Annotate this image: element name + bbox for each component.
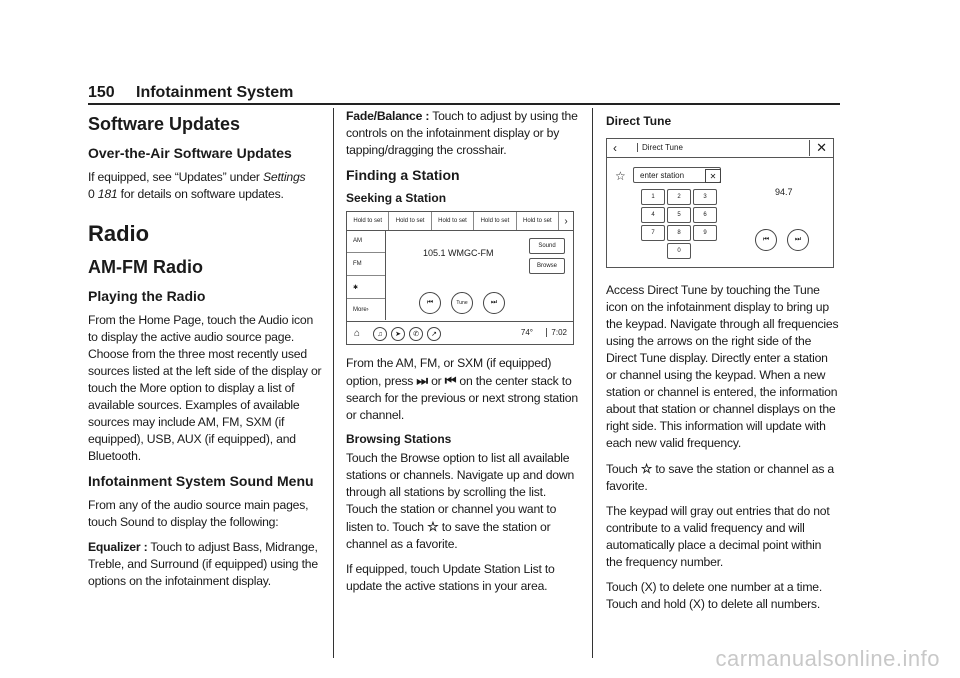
temperature: 74° (520, 328, 533, 337)
keypad-key[interactable]: 1 (641, 189, 665, 205)
heading-browsing-stations: Browsing Stations (346, 432, 452, 446)
ota-paragraph: If equipped, see “Updates” under Settings 0 181 for details on software updates. (88, 170, 306, 201)
watermark: carmanualsonline.info (715, 646, 940, 671)
heading-finding-station: Finding a Station (346, 167, 460, 183)
heading-seeking-station: Seeking a Station (346, 191, 447, 205)
source-list (347, 230, 386, 320)
direct-tune-titlebar (607, 139, 833, 158)
column-divider (333, 108, 334, 658)
seek-forward-icon[interactable]: ⏭ (787, 229, 809, 251)
column-1 (88, 108, 322, 598)
heading-am-fm-radio: AM-FM Radio (88, 257, 203, 277)
access-paragraph: Access Direct Tune by touching the Tune icon on the infotainment display to bring up the keypad. Navigate through all frequencies using the arrows on the right side of the Direct Tune display. Directly enter a station or channel using the keypad. When a new station or channel is entered, the information about that station or channel displays on the right side. This information will update with each new valid frequency. (606, 283, 839, 450)
seek-paragraph: From the AM, FM, or SXM (if equipped) option, press ⏭ or ⏮ on the center stack to search for the previous or next strong station or channel. (346, 356, 578, 422)
delete-paragraph: Touch (X) to delete one number at a time. Touch and hold (X) to delete all numbers. (606, 580, 823, 611)
playing-paragraph: From the Home Page, touch the Audio icon to display the active audio source page. Choose from the three most recently used sources listed at the left side of the display or touch the More option to display a list of available sources. Examples of available sources may include AM, FM, SXM (if equipped), USB, AUX (if equipped), and Bluetooth. (88, 313, 322, 463)
clock: 7:02 (546, 328, 567, 337)
heading-radio: Radio (88, 221, 150, 246)
column-divider (592, 108, 593, 658)
heading-direct-tune: Direct Tune (606, 114, 672, 128)
navigation-icon[interactable]: ➤ (391, 327, 405, 341)
keypad-key[interactable]: 6 (693, 207, 717, 223)
heading-ota: Over-the-Air Software Updates (88, 145, 292, 161)
audio-icon[interactable]: ♫ (373, 327, 387, 341)
seek-forward-icon[interactable]: ⏭ (483, 292, 505, 314)
preset-button[interactable]: Hold to set (432, 212, 474, 230)
seek-back-icon[interactable]: ⏮ (419, 292, 441, 314)
status-bar (347, 321, 573, 344)
tune-button[interactable]: Tune (451, 292, 473, 314)
update-paragraph: If equipped, touch Update Station List to update the active stations in your area. (346, 562, 555, 593)
station-entry-field[interactable]: enter station (633, 167, 721, 183)
direct-tune-figure (606, 138, 834, 268)
keypad-key[interactable]: 3 (693, 189, 717, 205)
station-name: 105.1 WMGC-FM (423, 248, 494, 258)
preset-button[interactable]: Hold to set (517, 212, 559, 230)
keypad-key[interactable]: 4 (641, 207, 665, 223)
radio-screen-figure (346, 211, 574, 345)
source-am[interactable]: AM (347, 230, 385, 253)
page-ref-link[interactable]: 181 (97, 187, 118, 201)
heading-software-updates: Software Updates (88, 114, 241, 134)
page-ref-icon: 0 (88, 187, 95, 201)
page-number: 150 (88, 84, 115, 101)
frequency-display: 94.7 (775, 187, 793, 197)
preset-button[interactable]: Hold to set (474, 212, 516, 230)
keypad-key[interactable]: 7 (641, 225, 665, 241)
delete-icon[interactable]: ✕ (705, 169, 721, 183)
preset-button[interactable]: Hold to set (347, 212, 389, 230)
keypad-paragraph: The keypad will gray out entries that do not contribute to a valid frequency and will automatically place a decimal point within the frequency number. (606, 504, 830, 569)
chevron-right-icon[interactable]: › (564, 215, 568, 227)
heading-sound-menu: Infotainment System Sound Menu (88, 473, 314, 489)
preset-button[interactable]: Hold to set (389, 212, 431, 230)
apps-icon[interactable]: ↗ (427, 327, 441, 341)
keypad-key[interactable]: 2 (667, 189, 691, 205)
preset-bar (347, 212, 573, 231)
sound-button[interactable]: Sound (529, 238, 565, 254)
source-fm[interactable]: FM (347, 253, 385, 276)
favorite-star-icon: ☆ (640, 461, 653, 476)
direct-tune-title: Direct Tune (637, 143, 683, 152)
equalizer-paragraph: Equalizer : Touch to adjust Bass, Midrange, Treble, and Surround (if equipped) using the options on the infotainment display. (88, 540, 318, 588)
heading-playing-radio: Playing the Radio (88, 288, 206, 304)
favorite-star-icon[interactable]: ☆ (615, 169, 626, 183)
seek-prev-icon: ⏮ (444, 373, 457, 388)
browse-paragraph: Touch the Browse option to list all available stations or channels. Navigate up and down through all stations by scrolling the list. Touch the station or channel you want to listen to. Touch ☆ to save the station or channel as a favorite. (346, 451, 575, 551)
keypad-key[interactable]: 8 (667, 225, 691, 241)
page-header (88, 84, 840, 104)
sound-paragraph: From any of the audio source main pages, touch Sound to display the following: (88, 498, 309, 529)
seek-back-icon[interactable]: ⏮ (755, 229, 777, 251)
column-3 (606, 108, 840, 621)
section-title: Infotainment System (136, 84, 294, 101)
header-rule (88, 103, 840, 105)
browse-button[interactable]: Browse (529, 258, 565, 274)
touch-favorite-paragraph: Touch ☆ to save the station or channel as a favorite. (606, 461, 835, 493)
keypad-key[interactable]: 9 (693, 225, 717, 241)
phone-icon[interactable]: ✆ (409, 327, 423, 341)
favorite-star-icon: ☆ (427, 519, 439, 534)
fade-balance-paragraph: Fade/Balance : Touch to adjust by using the controls on the infotainment display or by tapping/dragging the crosshair. (346, 109, 578, 157)
keypad-key[interactable]: 5 (667, 207, 691, 223)
source-more[interactable]: More› (347, 299, 385, 322)
back-arrow-icon[interactable]: ‹ (613, 141, 617, 155)
home-icon[interactable]: ⌂ (353, 327, 361, 339)
column-2 (346, 108, 580, 603)
seek-next-icon: ⏭ (416, 373, 428, 388)
bluetooth-icon[interactable]: ✱ (347, 276, 385, 299)
keypad-key[interactable]: 0 (667, 243, 691, 259)
close-icon[interactable]: ✕ (809, 140, 827, 156)
